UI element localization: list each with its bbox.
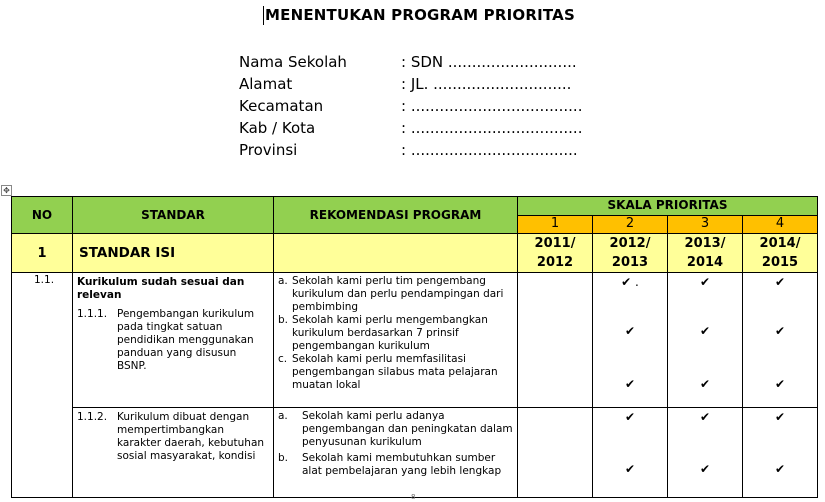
rec-key: b.: [278, 452, 289, 464]
info-value[interactable]: : ....................................: [401, 119, 583, 137]
year-cell: 2012/ 2013: [593, 234, 668, 273]
info-value[interactable]: : JL. .............................: [401, 75, 572, 93]
check-icon: ✔: [699, 462, 711, 476]
check-icon: ✔: [624, 324, 636, 338]
item-cell: [73, 408, 274, 498]
scale-number: 2: [593, 215, 668, 234]
check-icon: ✔: [624, 377, 636, 391]
sub-item-no: 1.1.2.: [77, 411, 108, 423]
info-label: Kecamatan: [239, 97, 324, 115]
info-value[interactable]: : SDN ...........................: [401, 53, 577, 71]
priority-cell: [593, 408, 668, 498]
priority-cell: [518, 408, 593, 498]
check-icon: ✔: [774, 377, 786, 391]
year-cell: 2011/ 2012: [518, 234, 593, 273]
priority-cell: [668, 408, 743, 498]
rec-text: Sekolah kami perlu adanya pengembangan dan peningkatan dalam penyusunan kurikulum: [302, 410, 513, 448]
standard-title: STANDAR ISI: [73, 234, 274, 273]
recommendation: [278, 353, 513, 392]
check-icon: ✔: [699, 410, 711, 424]
recommendation-cell: [274, 273, 518, 408]
priority-cell: [518, 273, 593, 408]
check-icon: ✔ .: [621, 275, 639, 289]
header-no: NO: [12, 197, 73, 234]
rec-text: Sekolah kami membutuhkan sumber alat pembelajaran yang lebih lengkap: [302, 452, 502, 477]
rec-key: b.: [278, 314, 289, 326]
text-cursor: [263, 6, 264, 25]
check-icon: ✔: [774, 275, 786, 289]
recommendation: [278, 410, 513, 449]
rec-key: a.: [278, 410, 288, 422]
recommendation: [278, 314, 513, 353]
rec-key: c.: [278, 353, 288, 365]
check-icon: ✔: [774, 410, 786, 424]
priority-cell: [743, 273, 818, 408]
info-label: Kab / Kota: [239, 119, 316, 137]
school-info: [239, 51, 582, 161]
standard-empty-cell: [274, 234, 518, 273]
info-label: Provinsi: [239, 141, 298, 159]
info-row-school: [239, 51, 582, 73]
info-label: Alamat: [239, 75, 293, 93]
scale-number: 3: [668, 215, 743, 234]
item-no: 1.1.: [12, 273, 73, 498]
check-icon: ✔: [699, 324, 711, 338]
rec-text: Sekolah kami perlu tim pengembang kurikulum dan perlu pendampingan dari pembimbing: [292, 275, 504, 313]
priority-table: [11, 196, 818, 498]
priority-cell: [743, 408, 818, 498]
sub-item: [77, 308, 267, 373]
check-icon: ✔: [624, 410, 636, 424]
year-cell: 2014/ 2015: [743, 234, 818, 273]
header-rekomendasi: REKOMENDASI PROGRAM: [274, 197, 518, 234]
recommendation-cell: [274, 408, 518, 498]
rec-key: a.: [278, 275, 288, 287]
header-standar: STANDAR: [73, 197, 274, 234]
sub-item: [77, 411, 267, 463]
rec-text: Sekolah kami perlu mengembangkan kurikulum berdasarkan 7 prinsif pengembangan kurikulum: [292, 314, 488, 352]
recommendation: [278, 275, 513, 314]
check-icon: ✔: [774, 462, 786, 476]
sub-item-text: Pengembangan kurikulum pada tingkat satuan pendidikan menggunakan panduan yang disusun BSNP.: [117, 308, 255, 372]
recommendation: [278, 452, 513, 478]
year-cell: 2013/ 2014: [668, 234, 743, 273]
info-label: Nama Sekolah: [239, 53, 347, 71]
item-cell: [73, 273, 274, 408]
priority-cell: [668, 273, 743, 408]
rec-text: Sekolah kami perlu memfasilitasi pengembangan silabus mata pelajaran muatan lokal: [292, 353, 498, 391]
priority-cell: [593, 273, 668, 408]
check-icon: ✔: [699, 377, 711, 391]
info-row-district: [239, 95, 582, 117]
info-row-province: [239, 139, 582, 161]
sub-item-text: Kurikulum dibuat dengan mempertimbangkan karakter daerah, kebutuhan sosial masyarakat, kondisi: [117, 411, 265, 462]
item-title: Kurikulum sudah sesuai dan relevan: [77, 276, 245, 301]
check-icon: ✔: [699, 275, 711, 289]
page-title: MENENTUKAN PROGRAM PRIORITAS: [265, 6, 575, 24]
info-value[interactable]: : ...................................: [401, 141, 578, 159]
check-icon: ✔: [774, 324, 786, 338]
info-row-city: [239, 117, 582, 139]
header-skala: SKALA PRIORITAS: [518, 197, 818, 216]
check-icon: ✔: [624, 462, 636, 476]
scale-number: 4: [743, 215, 818, 234]
standard-no: 1: [12, 234, 73, 273]
info-value[interactable]: : ....................................: [401, 97, 583, 115]
info-row-address: [239, 73, 582, 95]
scale-number: 1: [518, 215, 593, 234]
page-mark: 8: [411, 493, 416, 501]
table-move-handle-icon[interactable]: ✥: [1, 185, 12, 196]
sub-item-no: 1.1.1.: [77, 308, 108, 320]
